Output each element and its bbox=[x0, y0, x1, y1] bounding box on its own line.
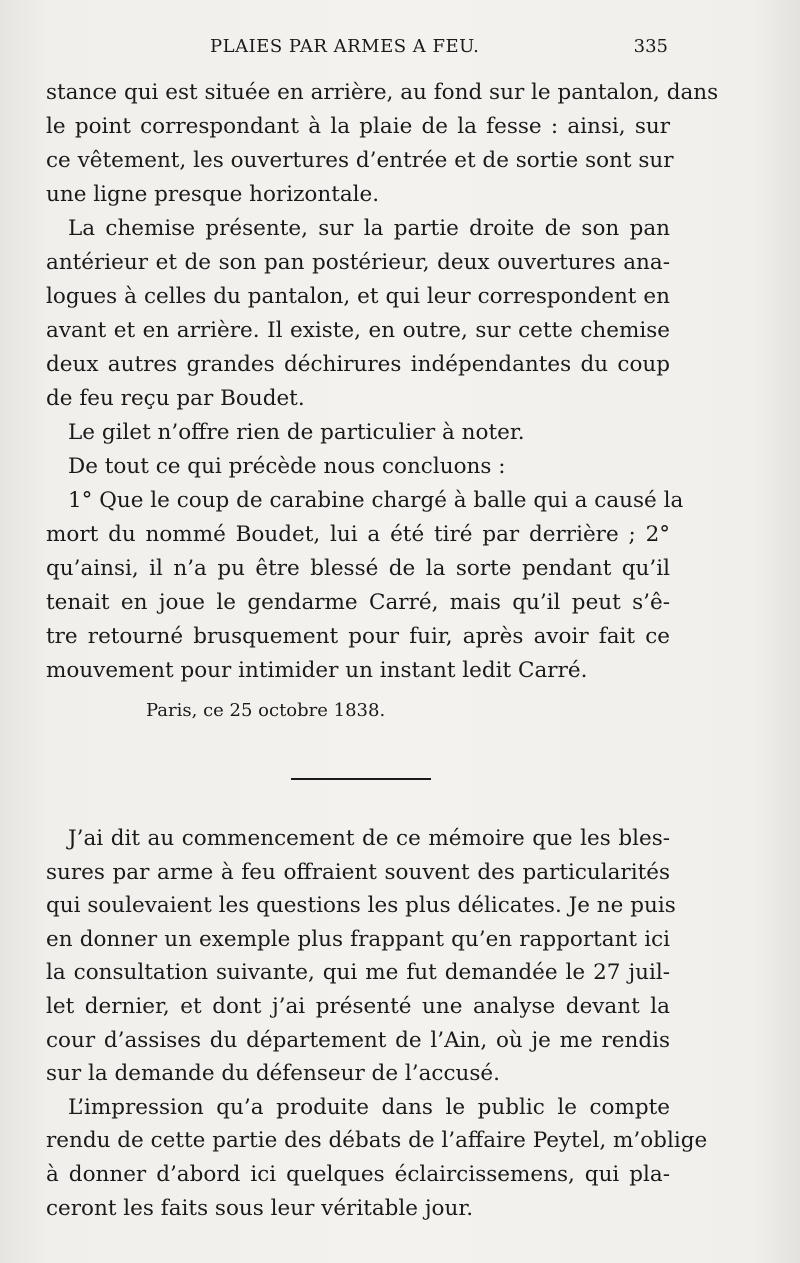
text-line: 1° Que le coup de carabine chargé à balle qui a causé la bbox=[68, 488, 684, 513]
text-line: cour d’assises du département de l’Ain, où je me rendis bbox=[46, 1027, 670, 1053]
date-line: Paris, ce 25 octobre 1838. bbox=[146, 700, 386, 721]
text-line: tenait en joue le gendarme Carré, mais qu’il peut s’ê- bbox=[46, 590, 670, 615]
text-line: De tout ce qui précède nous concluons : bbox=[68, 454, 506, 479]
text-line: la consultation suivante, qui me fut demandée le 27 juil- bbox=[46, 960, 670, 986]
text-line: let dernier, et dont j’ai présenté une analyse devant la bbox=[46, 993, 670, 1019]
text-line: le point correspondant à la plaie de la fesse : ainsi, sur bbox=[46, 114, 670, 139]
text-line: L’impression qu’a produite dans le public le compte bbox=[68, 1094, 670, 1120]
text-line: mouvement pour intimider un instant ledit Carré. bbox=[46, 658, 588, 683]
text-line: en donner un exemple plus frappant qu’en rapportant ici bbox=[46, 926, 670, 952]
text-line: deux autres grandes déchirures indépendantes du coup bbox=[46, 352, 670, 377]
text-line: à donner d’abord ici quelques éclaircissemens, qui pla- bbox=[46, 1161, 670, 1187]
text-line: une ligne presque horizontale. bbox=[46, 182, 380, 207]
text-line: logues à celles du pantalon, et qui leur correspondent en bbox=[46, 284, 670, 309]
text-line: de feu reçu par Boudet. bbox=[46, 386, 305, 411]
page-number: 335 bbox=[633, 36, 668, 57]
running-title: PLAIES PAR ARMES A FEU. bbox=[210, 36, 480, 57]
text-line: rendu de cette partie des débats de l’affaire Peytel, m’oblige bbox=[46, 1128, 708, 1154]
text-block-consultation bbox=[46, 822, 708, 1225]
text-line: sur la demande du défenseur de l’accusé. bbox=[46, 1061, 500, 1087]
text-line: Le gilet n’offre rien de particulier à noter. bbox=[68, 420, 525, 445]
text-line: stance qui est située en arrière, au fond sur le pantalon, dans bbox=[46, 80, 719, 105]
text-line: ceront les faits sous leur véritable jour. bbox=[46, 1195, 474, 1221]
text-line: J’ai dit au commencement de ce mémoire que les bles- bbox=[68, 826, 670, 851]
section-divider bbox=[291, 778, 431, 780]
text-line: mort du nommé Boudet, lui a été tiré par derrière ; 2° bbox=[46, 522, 670, 547]
text-line: ce vêtement, les ouvertures d’entrée et de sortie sont sur bbox=[46, 148, 674, 173]
text-line: qui soulevaient les questions les plus délicates. Je ne puis bbox=[46, 893, 676, 919]
text-line: sures par arme à feu offraient souvent des particularités bbox=[46, 859, 670, 885]
text-block-conclusions bbox=[46, 76, 719, 728]
text-line: La chemise présente, sur la partie droite de son pan bbox=[68, 216, 670, 241]
page-header bbox=[46, 36, 668, 62]
text-line: qu’ainsi, il n’a pu être blessé de la sorte pendant qu’il bbox=[46, 556, 670, 581]
text-line: antérieur et de son pan postérieur, deux ouvertures ana- bbox=[46, 250, 670, 275]
text-line: avant et en arrière. Il existe, en outre, sur cette chemise bbox=[46, 318, 670, 343]
text-line: tre retourné brusquement pour fuir, après avoir fait ce bbox=[46, 624, 670, 649]
